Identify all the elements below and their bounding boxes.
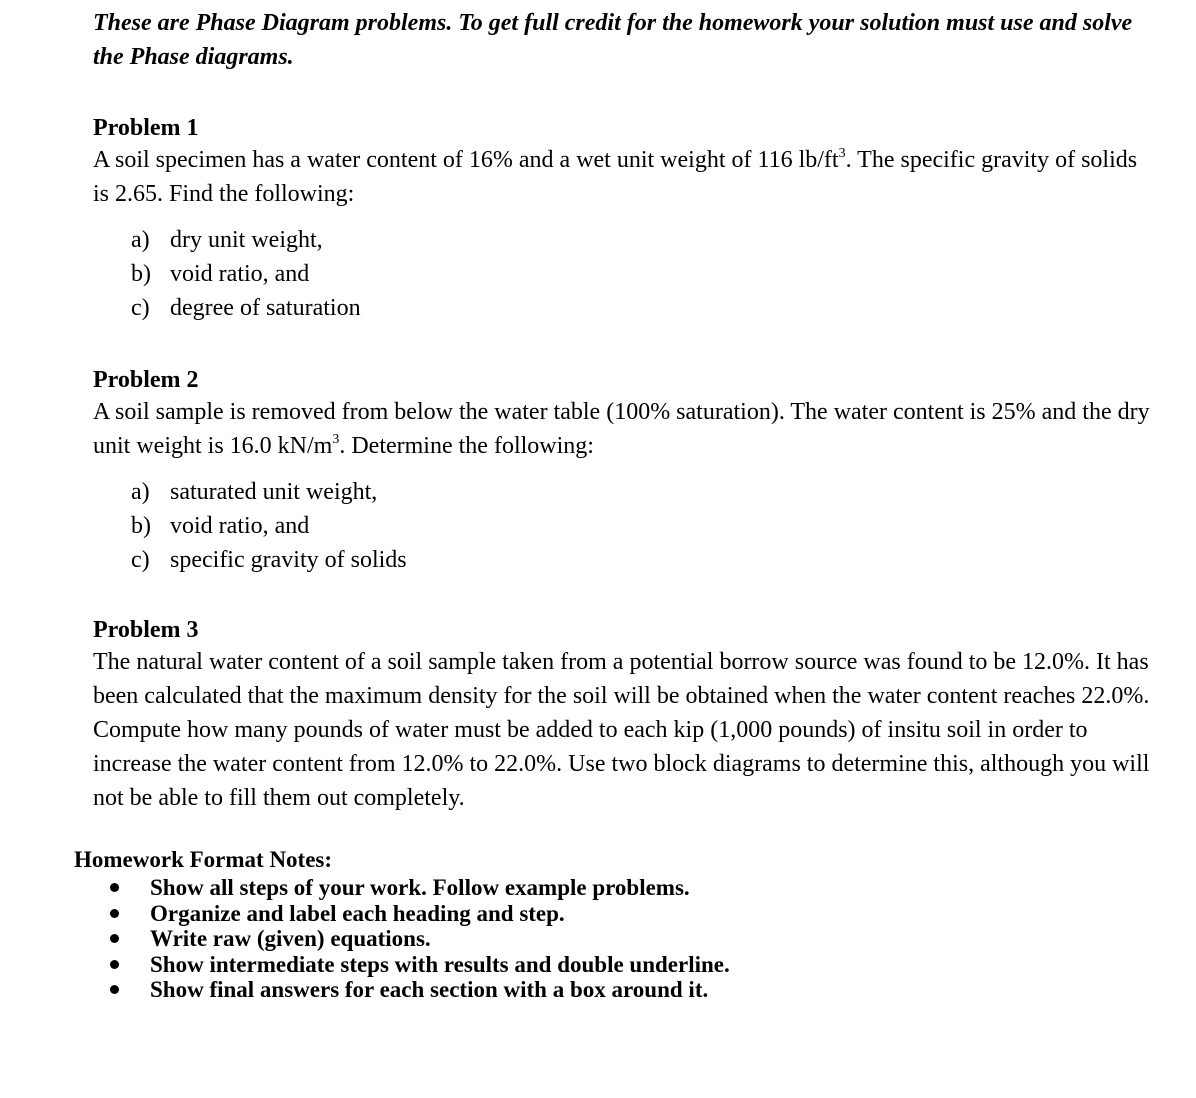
list-item: Show all steps of your work. Follow example problems. xyxy=(110,875,1074,901)
list-item: Show intermediate steps with results and double underline. xyxy=(110,952,1074,978)
list-item: Organize and label each heading and step. xyxy=(110,901,1074,927)
problem-parts xyxy=(93,223,1153,325)
problem-2 xyxy=(93,365,1153,577)
intro-instructions: These are Phase Diagram problems. To get full credit for the homework your solution must use and solve the Phase diagrams. xyxy=(93,10,1133,70)
problem-title: Problem 3 xyxy=(93,617,199,643)
list-item: b) void ratio, and xyxy=(131,513,310,539)
problem-statement: The natural water content of a soil sample taken from a potential borrow source was found to be 12.0%. It has been calculated that the maximum density for the soil will be obtained when the water content reaches 22.0%. Compute how many pounds of water must be added to each kip (1,000 pounds) of insitu soil in order to increase the water content from 12.0% to 22.0%. Use two block diagrams to determine this, although you will not be able to fill them out completely. xyxy=(93,649,1150,811)
bullet-icon xyxy=(110,934,150,943)
bullet-icon xyxy=(110,909,150,918)
bullet-icon xyxy=(110,883,150,892)
problem-statement: A soil sample is removed from below the water table (100% saturation). The water content is 25% and the dry unit weight is 16.0 $kN/m^3$. Determine the following: xyxy=(93,399,1150,459)
notes-title: Homework Format Notes: xyxy=(74,847,333,872)
list-item: a) saturated unit weight, xyxy=(131,479,378,505)
list-item: a) dry unit weight, xyxy=(131,227,323,253)
problem-3 xyxy=(93,615,1153,815)
notes-list xyxy=(74,875,1074,1003)
problem-title: Problem 2 xyxy=(93,367,199,393)
list-item: Write raw (given) equations. xyxy=(110,926,1074,952)
problem-parts xyxy=(93,475,1153,577)
superscript: 3 xyxy=(332,432,340,447)
list-item: c) specific gravity of solids xyxy=(131,547,407,573)
homework-format-notes xyxy=(74,845,1074,1003)
list-item: c) degree of saturation xyxy=(131,295,361,321)
problem-title: Problem 1 xyxy=(93,115,199,141)
problem-1 xyxy=(93,113,1153,325)
superscript: 3 xyxy=(838,146,846,161)
list-item: Show final answers for each section with a box around it. xyxy=(110,977,1074,1003)
bullet-icon xyxy=(110,960,150,969)
list-item: b) void ratio, and xyxy=(131,261,310,287)
bullet-icon xyxy=(110,985,150,994)
problem-statement: A soil specimen has a water content of 16% and a wet unit weight of 116 $lb/ft^3$. The specific gravity of solids is 2.65. Find the following: xyxy=(93,146,1138,207)
